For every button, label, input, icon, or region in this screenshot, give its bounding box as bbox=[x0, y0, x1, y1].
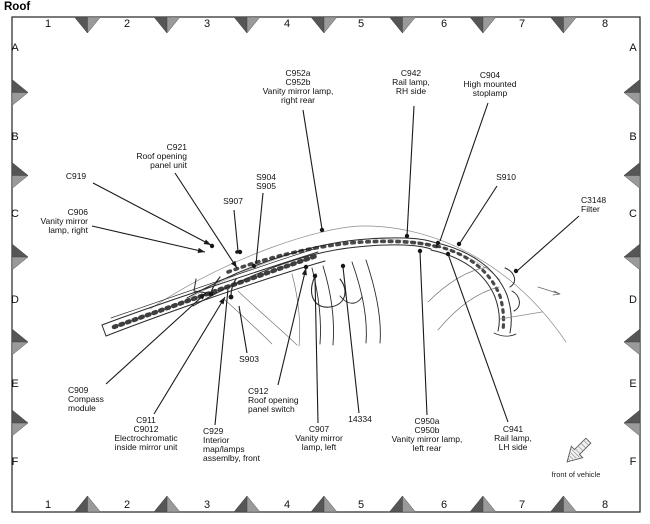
connector-points bbox=[209, 228, 519, 300]
border-triangle-bottom bbox=[470, 496, 483, 512]
leader-s904 bbox=[256, 193, 263, 264]
border-triangle-top bbox=[234, 17, 247, 33]
leader-c904 bbox=[440, 103, 488, 241]
border-triangle-bottom bbox=[75, 496, 88, 512]
callout-s910: S910 bbox=[496, 172, 516, 182]
leader-c950 bbox=[420, 252, 427, 415]
border-triangle-top bbox=[154, 17, 167, 33]
border-triangle-right bbox=[624, 329, 640, 342]
callout-c919: C919 bbox=[65, 171, 87, 181]
grid-row-B-left: B bbox=[11, 131, 19, 143]
leader-c921 bbox=[175, 173, 237, 268]
callout-c912: C912 Roof opening panel switch bbox=[248, 386, 299, 414]
grid-col-5-top: 5 bbox=[357, 18, 365, 30]
leader-c912 bbox=[278, 268, 306, 385]
border-triangle-top bbox=[390, 17, 403, 33]
border-triangle-top bbox=[470, 17, 483, 33]
border-triangle-right bbox=[624, 410, 640, 423]
front-of-vehicle-arrow-icon bbox=[561, 435, 594, 468]
border-triangle-bottom bbox=[551, 496, 564, 512]
callout-c942: C942 Rail lamp, RH side bbox=[392, 68, 430, 96]
callout-c911: C911 C9012 Electrochromatic inside mirror unit bbox=[114, 415, 178, 452]
leader-c906 bbox=[92, 226, 205, 252]
border-triangle-right bbox=[624, 244, 640, 257]
leader-c942 bbox=[407, 106, 414, 236]
border-triangle-left bbox=[12, 329, 28, 342]
grid-col-4-bottom: 4 bbox=[283, 499, 291, 511]
leader-c907 bbox=[315, 277, 318, 423]
grid-row-E-left: E bbox=[11, 378, 19, 390]
grid-col-8-bottom: 8 bbox=[601, 499, 609, 511]
leader-s907 bbox=[234, 210, 238, 251]
leader-c909 bbox=[106, 293, 206, 384]
grid-col-3-bottom: 3 bbox=[203, 499, 211, 511]
leader-arrowhead-c919 bbox=[204, 239, 211, 245]
front-of-vehicle-label: front of vehicle bbox=[551, 470, 601, 479]
grid-row-E-right: E bbox=[629, 378, 637, 390]
grid-row-D-right: D bbox=[629, 294, 637, 306]
callout-c907: C907 Vanity mirror lamp, left bbox=[295, 424, 343, 452]
border-triangle-top bbox=[75, 17, 88, 33]
border-triangle-bottom bbox=[154, 496, 167, 512]
callout-c3148: C3148 Filter bbox=[581, 195, 607, 214]
callout-s907: S907 bbox=[223, 196, 243, 206]
grid-col-2-bottom: 2 bbox=[123, 499, 131, 511]
border-triangle-bottom bbox=[390, 496, 403, 512]
border-triangle-left bbox=[12, 80, 28, 93]
grid-col-5-bottom: 5 bbox=[357, 499, 365, 511]
border-triangle-top bbox=[551, 17, 564, 33]
border-triangle-bottom bbox=[311, 496, 324, 512]
border-triangle-bottom bbox=[234, 496, 247, 512]
grid-row-A-left: A bbox=[11, 42, 19, 54]
leader-n14334 bbox=[343, 267, 359, 413]
callout-c906: C906 Vanity mirror lamp, right bbox=[40, 207, 88, 235]
grid-row-A-right: A bbox=[629, 42, 637, 54]
leader-c952 bbox=[303, 110, 322, 229]
callout-c904: C904 High mounted stoplamp bbox=[463, 70, 517, 98]
callout-c952: C952a C952b Vanity mirror lamp, right rear bbox=[262, 68, 334, 105]
border-triangle-top bbox=[311, 17, 324, 33]
leader-c919 bbox=[93, 183, 211, 245]
leader-arrowhead-c911 bbox=[219, 297, 225, 304]
border-triangle-right bbox=[624, 163, 640, 176]
leader-s903 bbox=[239, 306, 247, 353]
grid-row-C-right: C bbox=[629, 208, 637, 220]
grid-row-B-right: B bbox=[629, 131, 637, 143]
border-triangle-left bbox=[12, 163, 28, 176]
grid-row-D-left: D bbox=[11, 294, 19, 306]
grid-col-6-top: 6 bbox=[440, 18, 448, 30]
grid-col-3-top: 3 bbox=[203, 18, 211, 30]
callout-c941: C941 Rail lamp, LH side bbox=[494, 424, 532, 452]
callout-s903: S903 bbox=[239, 354, 259, 364]
grid-col-6-bottom: 6 bbox=[440, 499, 448, 511]
grid-row-F-right: F bbox=[629, 456, 637, 468]
grid-row-F-left: F bbox=[11, 456, 19, 468]
border-triangle-left bbox=[12, 244, 28, 257]
callout-s904: S904 S905 bbox=[256, 172, 276, 191]
callout-c909: C909 Compass module bbox=[68, 385, 104, 413]
border-triangle-left bbox=[12, 410, 28, 423]
grid-col-1-top: 1 bbox=[44, 18, 52, 30]
leader-c3148 bbox=[517, 216, 579, 271]
page-title: Roof bbox=[4, 1, 31, 13]
grid-row-C-left: C bbox=[11, 208, 19, 220]
grid-col-2-top: 2 bbox=[123, 18, 131, 30]
grid-col-7-top: 7 bbox=[518, 18, 526, 30]
grid-col-7-bottom: 7 bbox=[518, 499, 526, 511]
callout-n14334: 14334 bbox=[348, 414, 372, 424]
grid-col-8-top: 8 bbox=[601, 18, 609, 30]
callout-c921: C921 Roof opening panel unit bbox=[136, 142, 187, 170]
callout-c950: C950a C950b Vanity mirror lamp, left rear bbox=[391, 416, 463, 453]
grid-col-1-bottom: 1 bbox=[44, 499, 52, 511]
border-triangle-right bbox=[624, 80, 640, 93]
callout-c929: C929 Interior map/lamps assemlby, front bbox=[203, 426, 261, 463]
leader-s910 bbox=[460, 186, 497, 243]
grid-col-4-top: 4 bbox=[283, 18, 291, 30]
